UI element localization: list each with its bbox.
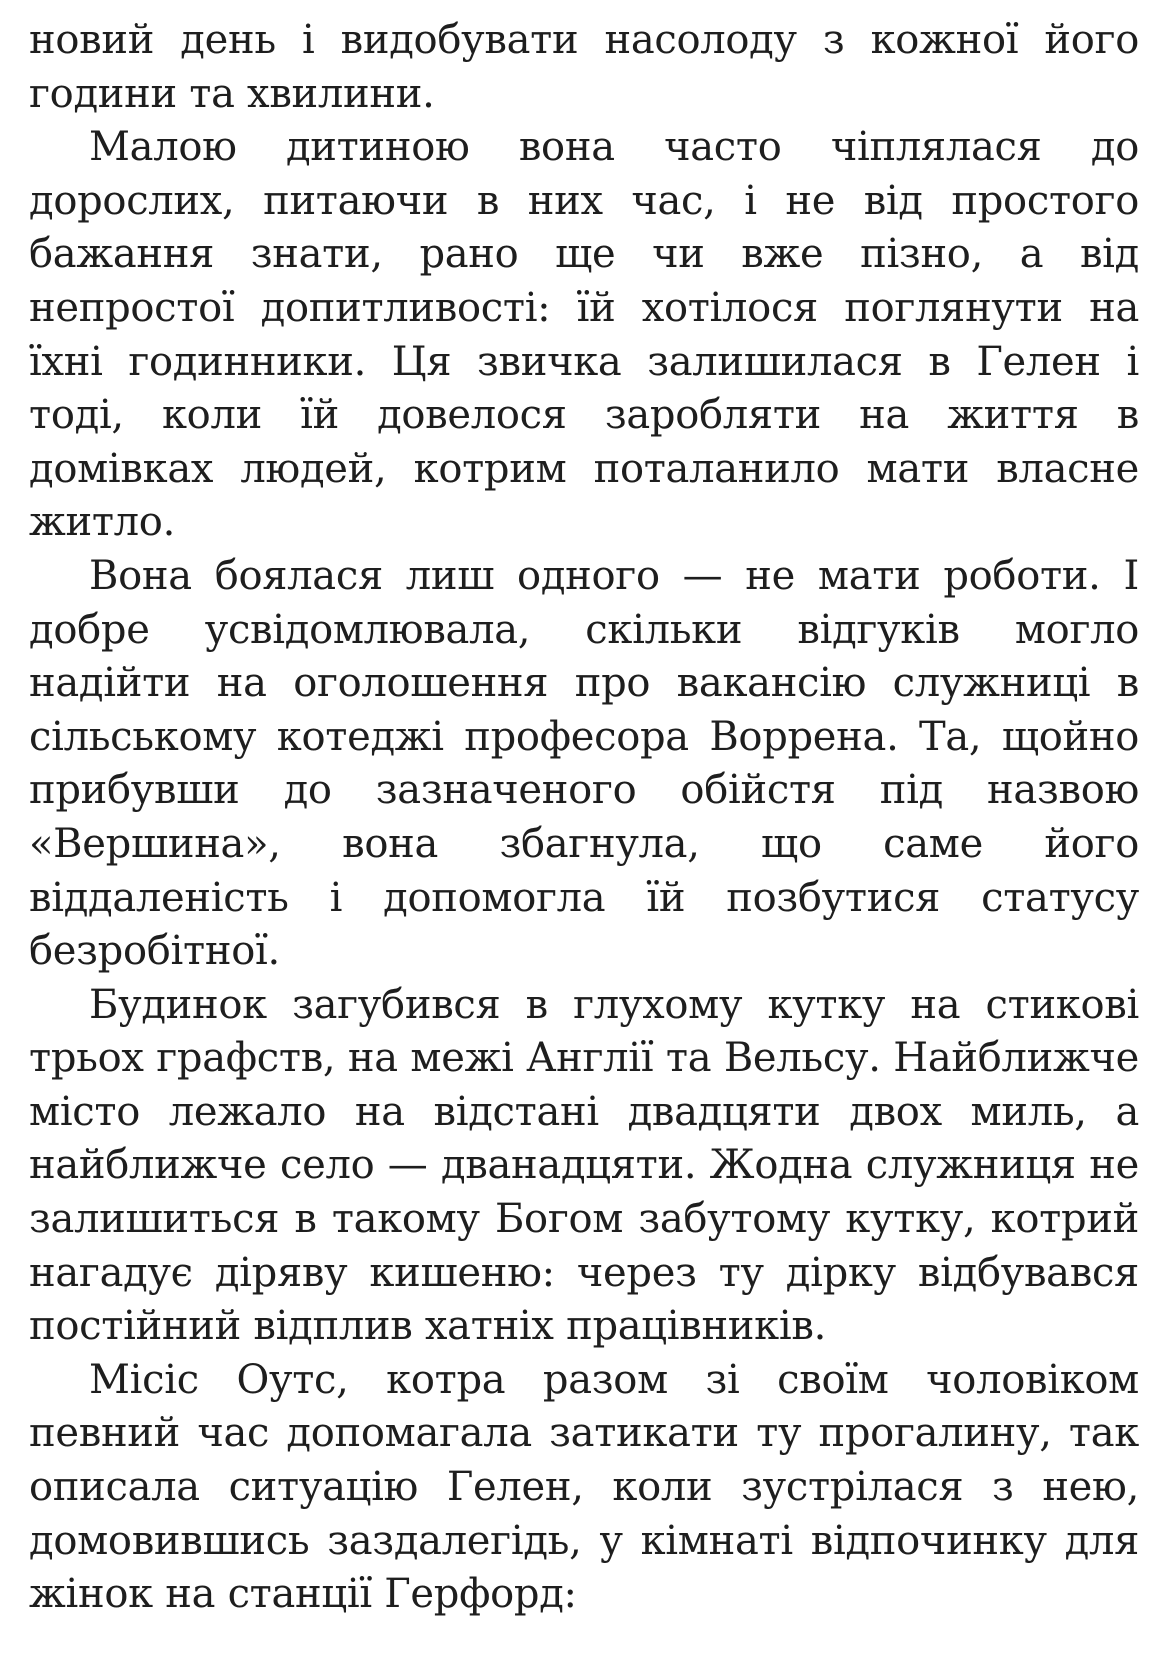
paragraph: Малою дитиною вона часто чіплялася до дорослих, питаючи в них час, і не від простого бажання знати, рано ще чи вже пізно, а від непростої допитливості: їй хотілося поглянути на їхні годинники. Ця звичка залишилася в Гелен і тоді, коли їй довелося заробляти на життя в домівках людей, котрим поталанило мати власне житло. [29,124,1139,546]
paragraph: Будинок загубився в глухому кутку на стикові трьох графств, на межі Англії та Вельсу. Найближче місто лежало на відстані двадцяти двох миль, а найближче село — дванадцяти. Жодна служниця не залишиться в такому Богом забутому кутку, котрий нагадує діряву кишеню: через ту дірку відбувався постійний відплив хатніх працівників. [29,981,1139,1350]
paragraph-continuation: новий день і видобувати насолоду з кожної його години та хвилини. [29,17,1139,117]
page-text [29,14,1139,1622]
paragraph: Вона боялася лиш одного — не мати роботи. І добре усвідомлювала, скільки відгуків могло надійти на оголошення про вакансію служниці в сільському котеджі професора Воррена. Та, щойно прибувши до зазначеного обійстя під назвою «Вершина», вона збагнула, що саме його віддаленість і допомогла їй позбутися статусу безробітної. [29,552,1139,975]
paragraph: Місіс Оутс, котра разом зі своїм чоловіком певний час допомагала затикати ту прогалину, так описала ситуацію Гелен, коли зустрілася з нею, домовившись заздалегідь, у кімнаті відпочинку для жінок на станції Герфорд: [29,1356,1139,1618]
